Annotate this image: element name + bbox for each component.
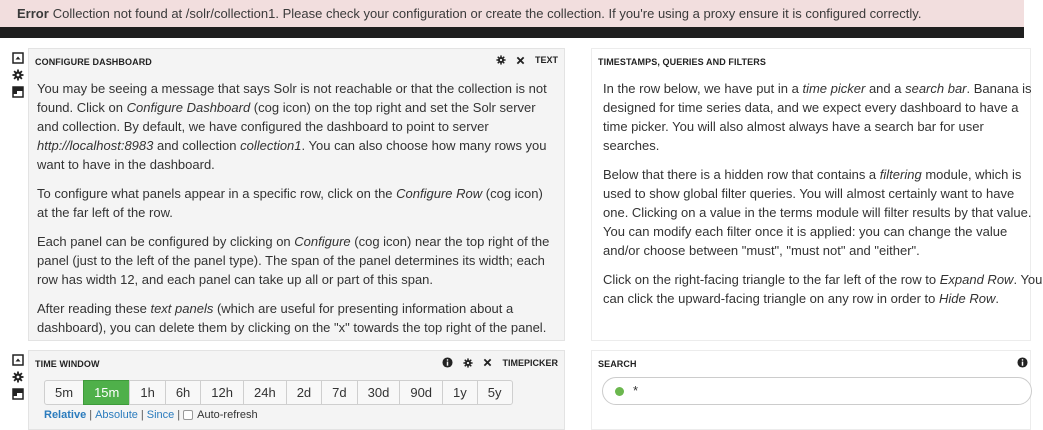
timestamps-panel	[591, 48, 1043, 341]
close-panel-icon[interactable]	[516, 56, 525, 65]
time-span-button-6h[interactable]: 6h	[165, 380, 201, 405]
time-span-button-12h[interactable]: 12h	[200, 380, 244, 405]
link-separator: |	[177, 409, 181, 421]
panel-text-body	[603, 79, 1043, 318]
info-icon[interactable]	[1017, 357, 1028, 368]
error-banner	[0, 0, 1024, 27]
add-panel-icon[interactable]	[12, 86, 24, 98]
panel-paragraph: Below that there is a hidden row that contains a filtering module, which is used to show global filter queries. You will almost certainly want to have one. Clicking on a value in the terms module will filter results by that value. You can modify each filter once it is applied: you can change the value and/or choose between "must", "must not" and "either".	[603, 167, 1032, 258]
time-mode-links	[44, 409, 258, 421]
since-link[interactable]: Since	[146, 409, 175, 421]
collapse-row-icon[interactable]	[12, 52, 24, 64]
configure-row-gear-icon[interactable]	[12, 371, 24, 383]
panel-header	[592, 351, 1030, 373]
autorefresh-label: Auto-refresh	[197, 409, 258, 421]
configure-dashboard-panel	[28, 48, 565, 341]
panel-paragraph: To configure what panels appear in a specific row, click on the Configure Row (cog icon) at the far left of the row.	[37, 186, 543, 220]
panel-paragraph: You may be seeing a message that says Solr is not reachable or that the collection is not found. Click on Configure Dashboard (cog icon) on the top right and set the Solr server and collection. By default, we have configured the dashboard to point to server http://localhost:8983 and collection collection1. You can also choose how many rows you want to have in the dashboard.	[37, 81, 547, 172]
close-panel-icon[interactable]	[483, 358, 492, 367]
panel-tools	[442, 357, 558, 368]
add-panel-icon[interactable]	[12, 388, 24, 400]
time-span-button-2d[interactable]: 2d	[286, 380, 322, 405]
panel-header	[29, 49, 564, 71]
absolute-link[interactable]: Absolute	[95, 409, 138, 421]
panel-title: TIME WINDOW	[35, 359, 100, 369]
info-icon[interactable]	[442, 357, 453, 368]
panel-type-label: TIMEPICKER	[502, 357, 558, 368]
time-span-button-1y[interactable]: 1y	[442, 380, 478, 405]
time-span-button-30d[interactable]: 30d	[357, 380, 401, 405]
time-span-button-24h[interactable]: 24h	[243, 380, 287, 405]
relative-link[interactable]: Relative	[44, 409, 87, 421]
time-span-button-7d[interactable]: 7d	[321, 380, 357, 405]
panel-type-label: TEXT	[534, 55, 558, 65]
panel-title: CONFIGURE DASHBOARD	[35, 57, 152, 67]
query-status-dot-icon	[615, 387, 624, 396]
row-1-controls	[12, 52, 24, 103]
time-span-button-15m[interactable]: 15m	[83, 380, 130, 405]
panel-title: TIMESTAMPS, QUERIES AND FILTERS	[598, 57, 766, 67]
configure-panel-gear-icon[interactable]	[496, 55, 506, 65]
panel-title: SEARCH	[598, 359, 637, 369]
search-panel	[591, 350, 1031, 430]
panel-paragraph: In the row below, we have put in a time picker and a search bar. Banana is designed for time series data, and we expect every dashboard to have a time picker. You will also almost always have a search bar for user searches.	[603, 81, 1032, 153]
panel-header	[592, 49, 1030, 71]
time-window-panel	[28, 350, 565, 430]
error-label: Error	[17, 6, 49, 21]
link-separator: |	[140, 409, 144, 421]
panel-tools	[496, 55, 558, 65]
configure-row-gear-icon[interactable]	[12, 69, 24, 81]
link-separator: |	[89, 409, 93, 421]
time-span-button-5y[interactable]: 5y	[477, 380, 513, 405]
panel-paragraph: Click on the right-facing triangle to the far left of the row to Expand Row. You can click the upward-facing triangle on any row in order to Hide Row.	[603, 272, 1043, 306]
row-2-controls	[12, 354, 24, 405]
autorefresh-checkbox[interactable]	[183, 410, 193, 420]
time-span-button-1h[interactable]: 1h	[129, 380, 165, 405]
time-span-button-5m[interactable]: 5m	[44, 380, 84, 405]
panel-paragraph: After reading these text panels (which are useful for presenting information about a dashboard), you can delete them by clicking on the "x" towards the top right of the panel.	[37, 301, 547, 335]
time-span-button-group	[44, 380, 513, 405]
search-query-text: *	[633, 383, 639, 398]
panel-text-body	[37, 79, 557, 347]
error-message: Collection not found at /solr/collection1. Please check your configuration or create the collection. If you're using a proxy ensure it is configured correctly.	[52, 6, 922, 21]
panel-paragraph: Each panel can be configured by clicking on Configure (cog icon) near the top right of the panel (just to the left of the panel type). The span of the panel determines its width; each row has width 12, and each panel can take up all or part of this span.	[37, 234, 550, 287]
time-span-button-90d[interactable]: 90d	[399, 380, 443, 405]
collapse-row-icon[interactable]	[12, 354, 24, 366]
configure-panel-gear-icon[interactable]	[463, 358, 473, 368]
search-input[interactable]	[602, 377, 1032, 405]
panel-header	[29, 351, 564, 373]
